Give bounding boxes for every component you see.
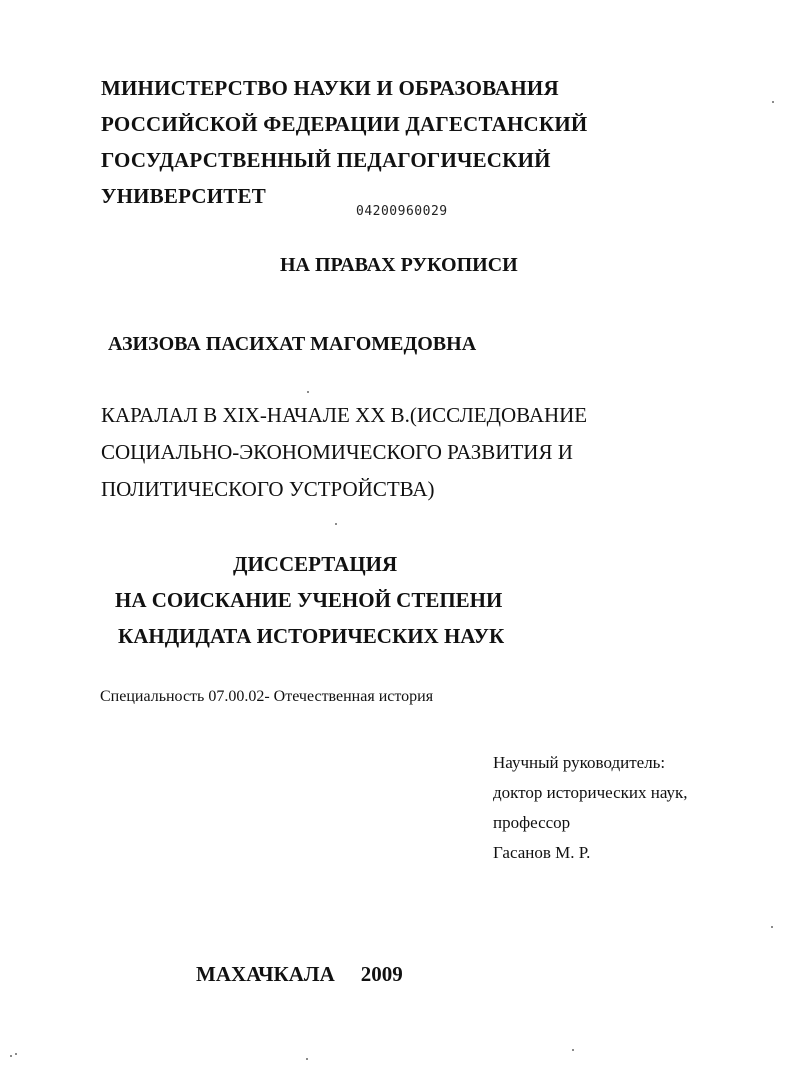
scan-speck [335,523,337,525]
advisor-name: Гасанов М. Р. [493,843,591,862]
title-line-2: СОЦИАЛЬНО-ЭКОНОМИЧЕСКОГО РАЗВИТИЯ И [101,440,573,464]
advisor-degree: доктор исторических наук, [493,783,688,802]
footer-city-year [196,962,403,987]
title-line-1: КАРАЛАЛ В XIX-НАЧАЛЕ XX В.(ИССЛЕДОВАНИЕ [101,403,588,427]
footer-city: МАХАЧКАЛА [196,962,335,986]
catalog-code: 04200960029 [356,204,448,219]
dissertation-line-2: НА СОИСКАНИЕ УЧЕНОЙ СТЕПЕНИ [115,588,503,612]
scan-speck [771,926,773,928]
scan-speck [10,1055,12,1057]
scan-speck [772,101,774,103]
ministry-line-3: ГОСУДАРСТВЕННЫЙ ПЕДАГОГИЧЕСКИЙ [101,148,551,172]
author-name: АЗИЗОВА ПАСИХАТ МАГОМЕДОВНА [108,333,477,355]
dissertation-line-1: ДИССЕРТАЦИЯ [233,552,398,576]
footer-year: 2009 [360,962,403,986]
scan-speck [306,1058,308,1060]
advisor-label: Научный руководитель: [493,753,666,772]
title-line-3: ПОЛИТИЧЕСКОГО УСТРОЙСТВА) [101,477,435,501]
dissertation-line-3: КАНДИДАТА ИСТОРИЧЕСКИХ НАУК [118,624,505,648]
specialty-line: Специальность 07.00.02- Отечественная история [100,688,434,705]
advisor-block [493,748,688,868]
advisor-rank: профессор [493,813,571,832]
ministry-line-4: УНИВЕРСИТЕТ [101,184,266,208]
dissertation-block [100,546,540,654]
rights-line: НА ПРАВАХ РУКОПИСИ [280,254,518,276]
scan-speck [15,1053,17,1055]
dissertation-title [101,397,587,508]
scan-speck [307,391,309,393]
ministry-header [101,70,587,214]
ministry-line-1: МИНИСТЕРСТВО НАУКИ И ОБРАЗОВАНИЯ [101,76,559,100]
ministry-line-2: РОССИЙСКОЙ ФЕДЕРАЦИИ ДАГЕСТАНСКИЙ [101,112,588,136]
scan-speck [572,1049,574,1051]
